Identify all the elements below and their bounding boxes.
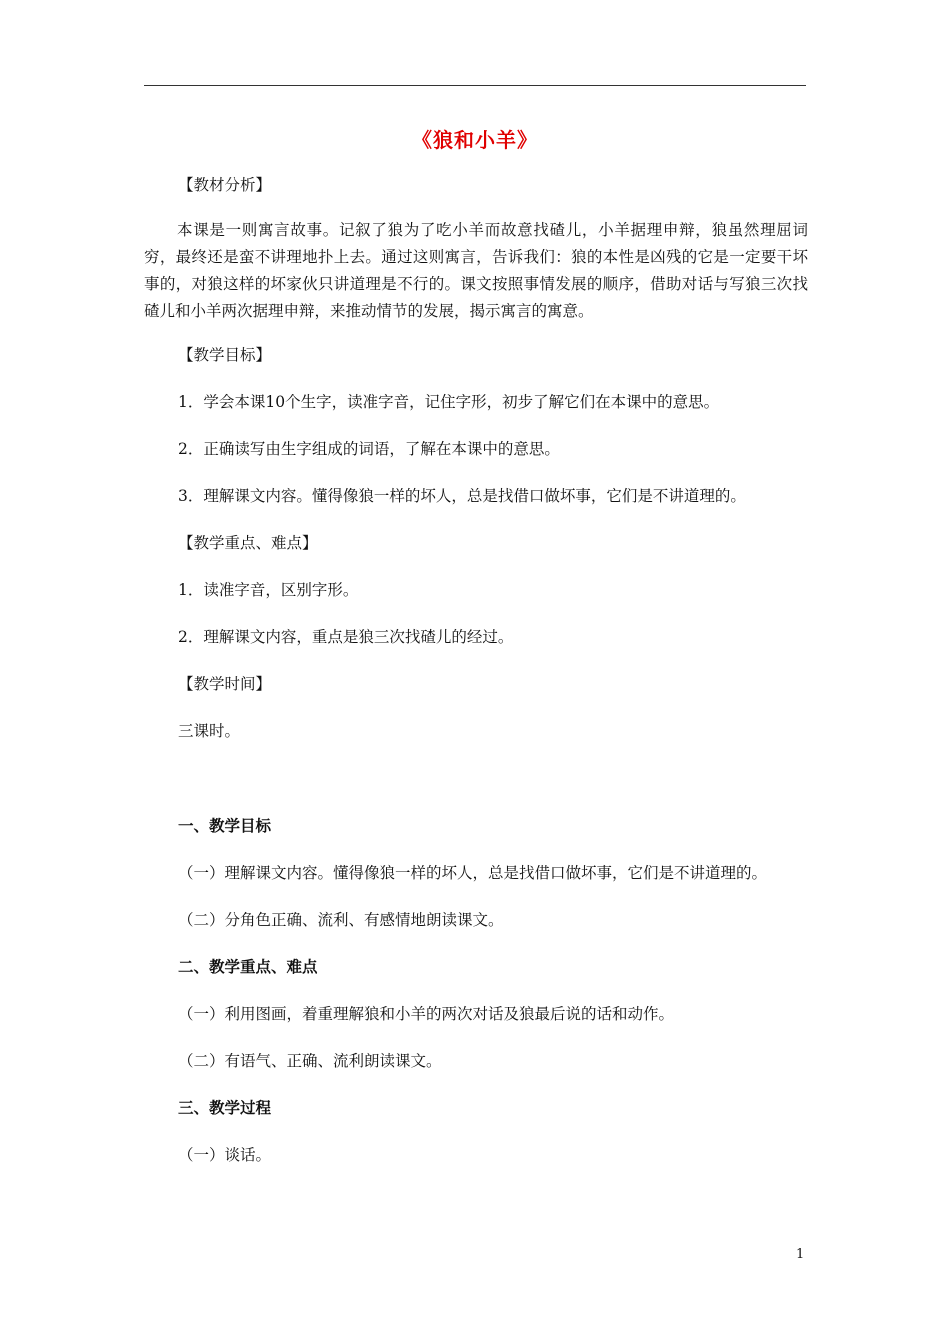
lesson-heading-process: 三、教学过程	[178, 1098, 272, 1117]
section-heading-analysis: 【教材分析】	[178, 176, 272, 194]
key-point-item: 2．理解课文内容，重点是狼三次找碴儿的经过。	[178, 628, 514, 646]
time-text: 三课时。	[178, 722, 241, 740]
lesson-key-point-item: （一）利用图画，着重理解狼和小羊的两次对话及狼最后说的话和动作。	[178, 1005, 675, 1023]
document-title: 《狼和小羊》	[412, 128, 538, 152]
goal-item: 3．理解课文内容。懂得像狼一样的坏人，总是找借口做坏事，它们是不讲道理的。	[178, 487, 746, 505]
section-heading-time: 【教学时间】	[178, 675, 272, 693]
lesson-heading-goals: 一、教学目标	[178, 816, 272, 835]
key-point-item: 1．读准字音，区别字形。	[178, 581, 359, 599]
header-rule	[144, 85, 806, 86]
lesson-heading-key-points: 二、教学重点、难点	[178, 957, 318, 976]
lesson-key-point-item: （二）有语气、正确、流利朗读课文。	[178, 1052, 442, 1070]
page-number: 1	[796, 1247, 805, 1262]
analysis-paragraph: 本课是一则寓言故事。记叙了狼为了吃小羊而故意找碴儿，小羊据理申辩，狼虽然理屈词穷，最终还是蛮不讲理地扑上去。通过这则寓言，告诉我们：狼的本性是凶残的它是一定要干坏事的，对狼这样的坏家伙只讲道理是不行的。课文按照事情发展的顺序，借助对话与写狼三次找碴儿和小羊两次据理申辩，来推动情节的发展，揭示寓言的寓意。	[144, 221, 808, 320]
goal-item: 1．学会本课10个生字，读准字音，记住字形，初步了解它们在本课中的意思。	[178, 393, 720, 411]
lesson-goal-item: （一）理解课文内容。懂得像狼一样的坏人，总是找借口做坏事，它们是不讲道理的。	[178, 864, 768, 882]
section-heading-goals: 【教学目标】	[178, 346, 272, 364]
section-heading-key-points: 【教学重点、难点】	[178, 534, 318, 552]
goal-item: 2．正确读写由生字组成的词语，了解在本课中的意思。	[178, 440, 560, 458]
lesson-goal-item: （二）分角色正确、流利、有感情地朗读课文。	[178, 911, 504, 929]
lesson-process-item: （一）谈话。	[178, 1146, 272, 1164]
